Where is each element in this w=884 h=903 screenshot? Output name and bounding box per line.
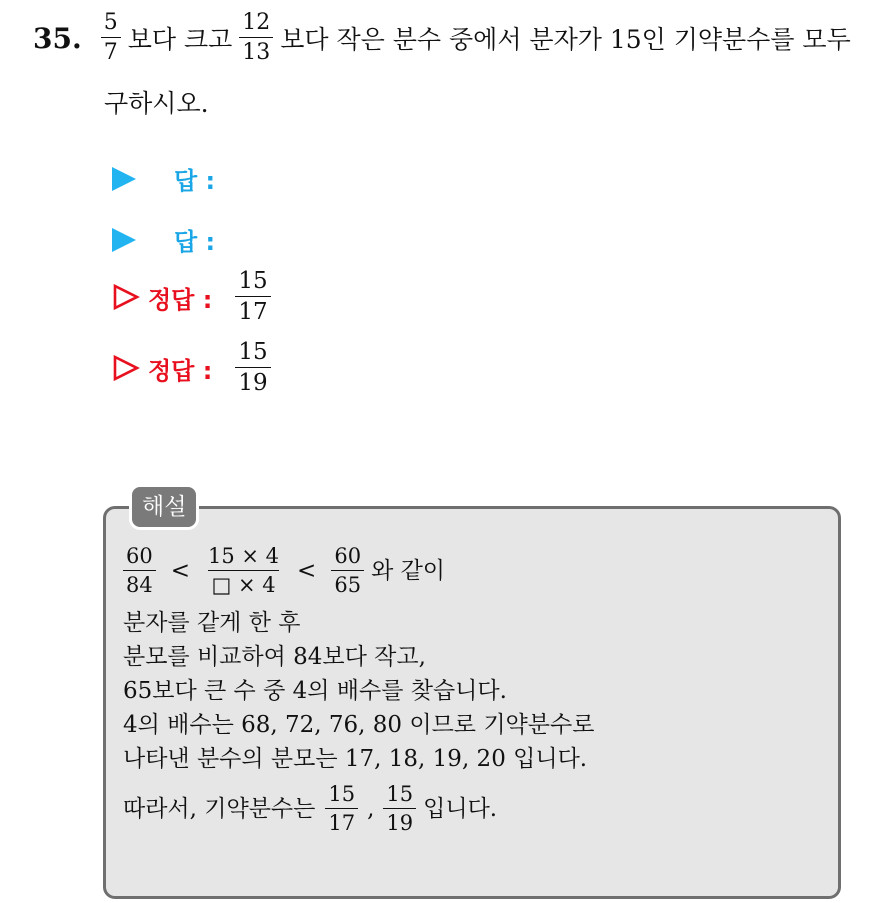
- answer-label: 답 :: [174, 167, 216, 195]
- correct-label: 정답 :: [148, 285, 213, 314]
- fraction: [123, 546, 156, 596]
- fraction-twelve-thirteenths: [239, 12, 273, 64]
- play-triangle-icon: [112, 167, 136, 191]
- fraction: [331, 546, 364, 596]
- solution-line: 분자를 같게 한 후: [123, 609, 301, 636]
- correct-answer-row-2: [112, 341, 274, 395]
- outline-triangle-icon: [112, 354, 140, 382]
- solution-final-line: [123, 776, 594, 842]
- numerator: 5: [103, 10, 118, 35]
- correct-label: 정답 :: [148, 356, 213, 385]
- denominator: 13: [239, 37, 273, 64]
- solution-line: 65보다 큰 수 중 4의 배수를 찾습니다.: [123, 677, 507, 704]
- answer-label: 답 :: [174, 228, 216, 256]
- fraction: [325, 784, 358, 834]
- numerator: 60: [334, 544, 362, 568]
- denominator: □ × 4: [208, 570, 278, 596]
- question-line: [33, 12, 855, 64]
- correct-answer-row-1: [112, 270, 274, 324]
- outline-triangle-icon: [112, 283, 140, 311]
- numerator: 15: [328, 782, 356, 806]
- solution-equation-tail: 와 같이: [371, 557, 446, 584]
- comma: ,: [367, 795, 375, 822]
- numerator: 12: [242, 10, 271, 35]
- denominator: 65: [331, 570, 364, 596]
- solution-line: 분모를 비교하여 84보다 작고,: [123, 643, 426, 670]
- correct-fraction: [235, 341, 270, 395]
- less-than-sign: <: [297, 557, 317, 584]
- denominator: 19: [235, 367, 270, 395]
- denominator: 17: [325, 808, 358, 834]
- solution-tag: 해설: [129, 484, 199, 530]
- answer-row-1[interactable]: [112, 161, 215, 196]
- denominator: 19: [383, 808, 416, 834]
- less-than-sign: <: [170, 557, 191, 584]
- numerator: 15 × 4: [208, 544, 280, 568]
- denominator: 17: [235, 296, 270, 324]
- numerator: 15: [386, 782, 414, 806]
- answer-row-2[interactable]: [112, 222, 215, 257]
- question-text-3: 구하시오.: [104, 89, 209, 118]
- solution-final-prefix: 따라서, 기약분수는: [123, 795, 316, 822]
- fraction: [383, 784, 416, 834]
- numerator: 15: [238, 339, 268, 365]
- numerator: 15: [238, 268, 268, 294]
- denominator: 7: [101, 37, 121, 64]
- solution-line: 4의 배수는 68, 72, 76, 80 이므로 기약분수로: [123, 711, 595, 738]
- correct-fraction: [235, 270, 270, 324]
- solution-final-suffix: 입니다.: [423, 795, 498, 822]
- solution-equation: [123, 536, 594, 606]
- fraction-five-sevenths: [101, 12, 121, 64]
- question-text-2: 보다 작은 분수 중에서 분자가 15인 기약분수를 모두: [280, 25, 851, 54]
- solution-line: 나타낸 분수의 분모는 17, 18, 19, 20 입니다.: [123, 745, 588, 772]
- numerator: 60: [126, 544, 153, 568]
- question-number: 35.: [33, 21, 82, 55]
- fraction: [205, 546, 282, 596]
- question-text-1: 보다 크고: [127, 25, 233, 54]
- play-triangle-icon: [112, 228, 136, 252]
- solution-content: [123, 536, 594, 842]
- denominator: 84: [123, 570, 156, 596]
